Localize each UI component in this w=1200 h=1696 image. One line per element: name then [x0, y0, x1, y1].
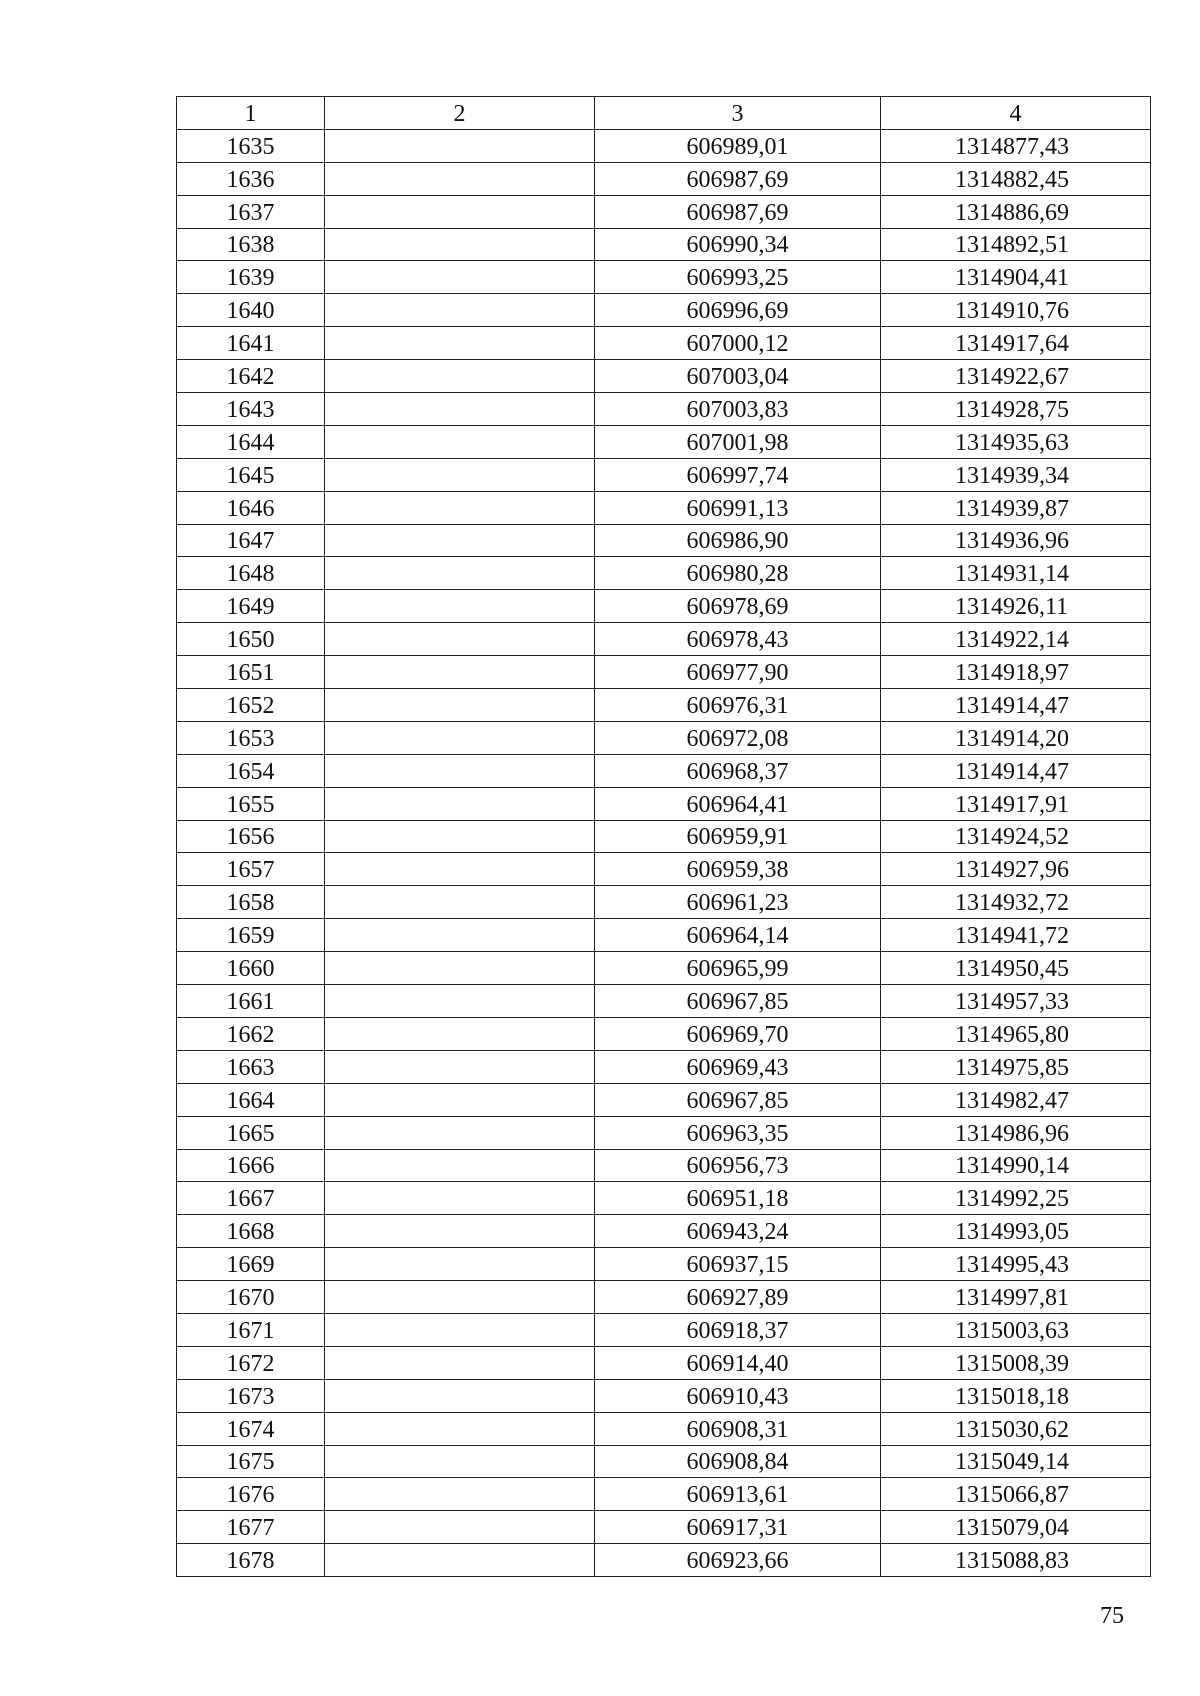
point-number-cell: 1638 [177, 228, 325, 261]
x-coordinate-cell: 606989,01 [595, 129, 881, 162]
empty-cell [325, 820, 595, 853]
y-coordinate-cell: 1314892,51 [881, 228, 1151, 261]
x-coordinate-cell: 606996,69 [595, 294, 881, 327]
y-coordinate-cell: 1314914,47 [881, 689, 1151, 722]
empty-cell [325, 721, 595, 754]
y-coordinate-cell: 1314975,85 [881, 1050, 1151, 1083]
empty-cell [325, 557, 595, 590]
y-coordinate-cell: 1314914,20 [881, 721, 1151, 754]
y-coordinate-cell: 1314914,47 [881, 754, 1151, 787]
empty-cell [325, 919, 595, 952]
empty-cell [325, 1050, 595, 1083]
x-coordinate-cell: 606978,43 [595, 623, 881, 656]
point-number-cell: 1650 [177, 623, 325, 656]
empty-cell [325, 294, 595, 327]
empty-cell [325, 1281, 595, 1314]
y-coordinate-cell: 1314936,96 [881, 524, 1151, 557]
y-coordinate-cell: 1314950,45 [881, 952, 1151, 985]
empty-cell [325, 623, 595, 656]
x-coordinate-cell: 606967,85 [595, 1083, 881, 1116]
empty-cell [325, 952, 595, 985]
table-row [177, 228, 1151, 261]
empty-cell [325, 1313, 595, 1346]
point-number-cell: 1670 [177, 1281, 325, 1314]
point-number-cell: 1678 [177, 1544, 325, 1577]
column-header-2: 2 [325, 97, 595, 130]
y-coordinate-cell: 1314927,96 [881, 853, 1151, 886]
point-number-cell: 1648 [177, 557, 325, 590]
empty-cell [325, 1412, 595, 1445]
table-row [177, 1478, 1151, 1511]
empty-cell [325, 491, 595, 524]
point-number-cell: 1642 [177, 360, 325, 393]
point-number-cell: 1651 [177, 656, 325, 689]
point-number-cell: 1646 [177, 491, 325, 524]
point-number-cell: 1643 [177, 393, 325, 426]
empty-cell [325, 1017, 595, 1050]
x-coordinate-cell: 606959,38 [595, 853, 881, 886]
empty-cell [325, 162, 595, 195]
y-coordinate-cell: 1315030,62 [881, 1412, 1151, 1445]
y-coordinate-cell: 1314886,69 [881, 195, 1151, 228]
x-coordinate-cell: 606914,40 [595, 1346, 881, 1379]
x-coordinate-cell: 607003,04 [595, 360, 881, 393]
y-coordinate-cell: 1315079,04 [881, 1511, 1151, 1544]
x-coordinate-cell: 606927,89 [595, 1281, 881, 1314]
table-header-row [177, 97, 1151, 130]
y-coordinate-cell: 1314993,05 [881, 1215, 1151, 1248]
empty-cell [325, 1215, 595, 1248]
point-number-cell: 1676 [177, 1478, 325, 1511]
x-coordinate-cell: 606959,91 [595, 820, 881, 853]
table-row [177, 393, 1151, 426]
x-coordinate-cell: 606917,31 [595, 1511, 881, 1544]
point-number-cell: 1657 [177, 853, 325, 886]
empty-cell [325, 1149, 595, 1182]
y-coordinate-cell: 1314995,43 [881, 1248, 1151, 1281]
x-coordinate-cell: 606967,85 [595, 985, 881, 1018]
x-coordinate-cell: 606969,70 [595, 1017, 881, 1050]
x-coordinate-cell: 606978,69 [595, 590, 881, 623]
empty-cell [325, 689, 595, 722]
x-coordinate-cell: 606976,31 [595, 689, 881, 722]
y-coordinate-cell: 1314997,81 [881, 1281, 1151, 1314]
empty-cell [325, 1083, 595, 1116]
table-row [177, 1313, 1151, 1346]
table-row [177, 557, 1151, 590]
y-coordinate-cell: 1315088,83 [881, 1544, 1151, 1577]
column-header-4: 4 [881, 97, 1151, 130]
point-number-cell: 1644 [177, 425, 325, 458]
point-number-cell: 1653 [177, 721, 325, 754]
table-row [177, 754, 1151, 787]
x-coordinate-cell: 606980,28 [595, 557, 881, 590]
table-row [177, 1445, 1151, 1478]
point-number-cell: 1645 [177, 458, 325, 491]
y-coordinate-cell: 1314986,96 [881, 1116, 1151, 1149]
coordinates-table [176, 96, 1151, 1577]
table-row [177, 787, 1151, 820]
empty-cell [325, 1544, 595, 1577]
x-coordinate-cell: 606993,25 [595, 261, 881, 294]
table-row [177, 1116, 1151, 1149]
x-coordinate-cell: 606951,18 [595, 1182, 881, 1215]
x-coordinate-cell: 606991,13 [595, 491, 881, 524]
y-coordinate-cell: 1314935,63 [881, 425, 1151, 458]
y-coordinate-cell: 1314939,34 [881, 458, 1151, 491]
point-number-cell: 1637 [177, 195, 325, 228]
x-coordinate-cell: 606923,66 [595, 1544, 881, 1577]
y-coordinate-cell: 1315003,63 [881, 1313, 1151, 1346]
y-coordinate-cell: 1314882,45 [881, 162, 1151, 195]
empty-cell [325, 261, 595, 294]
x-coordinate-cell: 606968,37 [595, 754, 881, 787]
table-row [177, 656, 1151, 689]
x-coordinate-cell: 606987,69 [595, 195, 881, 228]
x-coordinate-cell: 606964,41 [595, 787, 881, 820]
point-number-cell: 1665 [177, 1116, 325, 1149]
point-number-cell: 1655 [177, 787, 325, 820]
table-row [177, 425, 1151, 458]
empty-cell [325, 1379, 595, 1412]
y-coordinate-cell: 1314924,52 [881, 820, 1151, 853]
table-row [177, 327, 1151, 360]
x-coordinate-cell: 606943,24 [595, 1215, 881, 1248]
empty-cell [325, 1182, 595, 1215]
column-header-1: 1 [177, 97, 325, 130]
table-row [177, 1346, 1151, 1379]
table-row [177, 1248, 1151, 1281]
empty-cell [325, 1445, 595, 1478]
x-coordinate-cell: 606997,74 [595, 458, 881, 491]
point-number-cell: 1667 [177, 1182, 325, 1215]
table-row [177, 623, 1151, 656]
empty-cell [325, 524, 595, 557]
x-coordinate-cell: 606972,08 [595, 721, 881, 754]
point-number-cell: 1635 [177, 129, 325, 162]
y-coordinate-cell: 1314931,14 [881, 557, 1151, 590]
empty-cell [325, 393, 595, 426]
x-coordinate-cell: 607000,12 [595, 327, 881, 360]
empty-cell [325, 327, 595, 360]
x-coordinate-cell: 606964,14 [595, 919, 881, 952]
table-row [177, 590, 1151, 623]
x-coordinate-cell: 606986,90 [595, 524, 881, 557]
empty-cell [325, 195, 595, 228]
table-row [177, 853, 1151, 886]
empty-cell [325, 1346, 595, 1379]
y-coordinate-cell: 1314910,76 [881, 294, 1151, 327]
point-number-cell: 1647 [177, 524, 325, 557]
point-number-cell: 1652 [177, 689, 325, 722]
point-number-cell: 1658 [177, 886, 325, 919]
table-row [177, 1281, 1151, 1314]
x-coordinate-cell: 606937,15 [595, 1248, 881, 1281]
x-coordinate-cell: 607001,98 [595, 425, 881, 458]
table-row [177, 985, 1151, 1018]
y-coordinate-cell: 1314922,67 [881, 360, 1151, 393]
table-row [177, 952, 1151, 985]
y-coordinate-cell: 1314926,11 [881, 590, 1151, 623]
y-coordinate-cell: 1314982,47 [881, 1083, 1151, 1116]
table-row [177, 721, 1151, 754]
empty-cell [325, 1511, 595, 1544]
y-coordinate-cell: 1315049,14 [881, 1445, 1151, 1478]
table-row [177, 360, 1151, 393]
point-number-cell: 1673 [177, 1379, 325, 1412]
empty-cell [325, 656, 595, 689]
page-number: 75 [1100, 1603, 1124, 1629]
empty-cell [325, 853, 595, 886]
x-coordinate-cell: 606969,43 [595, 1050, 881, 1083]
point-number-cell: 1664 [177, 1083, 325, 1116]
table-body [177, 129, 1151, 1576]
empty-cell [325, 360, 595, 393]
x-coordinate-cell: 606918,37 [595, 1313, 881, 1346]
table-row [177, 261, 1151, 294]
table-row [177, 162, 1151, 195]
y-coordinate-cell: 1314877,43 [881, 129, 1151, 162]
x-coordinate-cell: 606961,23 [595, 886, 881, 919]
empty-cell [325, 754, 595, 787]
table-row [177, 689, 1151, 722]
point-number-cell: 1668 [177, 1215, 325, 1248]
point-number-cell: 1672 [177, 1346, 325, 1379]
table-row [177, 919, 1151, 952]
point-number-cell: 1640 [177, 294, 325, 327]
y-coordinate-cell: 1314939,87 [881, 491, 1151, 524]
empty-cell [325, 228, 595, 261]
y-coordinate-cell: 1314928,75 [881, 393, 1151, 426]
point-number-cell: 1669 [177, 1248, 325, 1281]
empty-cell [325, 886, 595, 919]
point-number-cell: 1671 [177, 1313, 325, 1346]
y-coordinate-cell: 1315066,87 [881, 1478, 1151, 1511]
point-number-cell: 1675 [177, 1445, 325, 1478]
point-number-cell: 1661 [177, 985, 325, 1018]
x-coordinate-cell: 606913,61 [595, 1478, 881, 1511]
point-number-cell: 1660 [177, 952, 325, 985]
table-row [177, 820, 1151, 853]
table-row [177, 1050, 1151, 1083]
empty-cell [325, 985, 595, 1018]
point-number-cell: 1656 [177, 820, 325, 853]
x-coordinate-cell: 606963,35 [595, 1116, 881, 1149]
y-coordinate-cell: 1314917,91 [881, 787, 1151, 820]
x-coordinate-cell: 606908,84 [595, 1445, 881, 1478]
table-row [177, 294, 1151, 327]
empty-cell [325, 590, 595, 623]
x-coordinate-cell: 606990,34 [595, 228, 881, 261]
point-number-cell: 1659 [177, 919, 325, 952]
point-number-cell: 1674 [177, 1412, 325, 1445]
point-number-cell: 1654 [177, 754, 325, 787]
x-coordinate-cell: 607003,83 [595, 393, 881, 426]
table-row [177, 886, 1151, 919]
table-row [177, 1412, 1151, 1445]
table-row [177, 1182, 1151, 1215]
table-row [177, 1017, 1151, 1050]
x-coordinate-cell: 606965,99 [595, 952, 881, 985]
y-coordinate-cell: 1314917,64 [881, 327, 1151, 360]
y-coordinate-cell: 1314965,80 [881, 1017, 1151, 1050]
point-number-cell: 1639 [177, 261, 325, 294]
y-coordinate-cell: 1314957,33 [881, 985, 1151, 1018]
y-coordinate-cell: 1314904,41 [881, 261, 1151, 294]
point-number-cell: 1662 [177, 1017, 325, 1050]
table-row [177, 1379, 1151, 1412]
empty-cell [325, 425, 595, 458]
empty-cell [325, 787, 595, 820]
table-row [177, 458, 1151, 491]
y-coordinate-cell: 1314990,14 [881, 1149, 1151, 1182]
empty-cell [325, 458, 595, 491]
point-number-cell: 1666 [177, 1149, 325, 1182]
table-row [177, 1149, 1151, 1182]
y-coordinate-cell: 1314941,72 [881, 919, 1151, 952]
x-coordinate-cell: 606908,31 [595, 1412, 881, 1445]
x-coordinate-cell: 606910,43 [595, 1379, 881, 1412]
table-row [177, 1215, 1151, 1248]
point-number-cell: 1636 [177, 162, 325, 195]
empty-cell [325, 1248, 595, 1281]
y-coordinate-cell: 1315018,18 [881, 1379, 1151, 1412]
table-row [177, 195, 1151, 228]
table-row [177, 491, 1151, 524]
table-row [177, 129, 1151, 162]
y-coordinate-cell: 1314918,97 [881, 656, 1151, 689]
y-coordinate-cell: 1314922,14 [881, 623, 1151, 656]
table-row [177, 524, 1151, 557]
x-coordinate-cell: 606987,69 [595, 162, 881, 195]
column-header-3: 3 [595, 97, 881, 130]
table-row [177, 1083, 1151, 1116]
y-coordinate-cell: 1314992,25 [881, 1182, 1151, 1215]
point-number-cell: 1663 [177, 1050, 325, 1083]
point-number-cell: 1677 [177, 1511, 325, 1544]
table-row [177, 1544, 1151, 1577]
empty-cell [325, 129, 595, 162]
table-row [177, 1511, 1151, 1544]
y-coordinate-cell: 1315008,39 [881, 1346, 1151, 1379]
x-coordinate-cell: 606956,73 [595, 1149, 881, 1182]
empty-cell [325, 1116, 595, 1149]
point-number-cell: 1641 [177, 327, 325, 360]
empty-cell [325, 1478, 595, 1511]
point-number-cell: 1649 [177, 590, 325, 623]
x-coordinate-cell: 606977,90 [595, 656, 881, 689]
y-coordinate-cell: 1314932,72 [881, 886, 1151, 919]
